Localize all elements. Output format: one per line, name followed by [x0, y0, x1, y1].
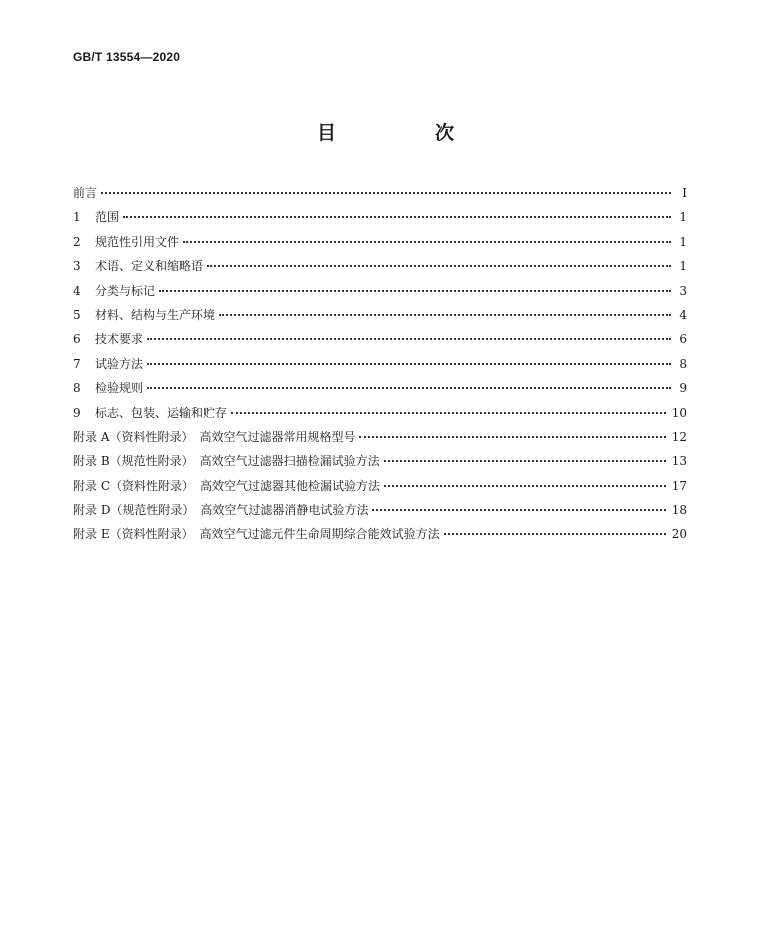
- toc-page: 18: [671, 503, 687, 518]
- toc-entry-5[interactable]: [73, 306, 687, 330]
- toc-entry-appendix-d[interactable]: [73, 501, 687, 525]
- toc-page: 6: [679, 332, 687, 347]
- dot-leader: [183, 237, 671, 243]
- toc-entry-appendix-e[interactable]: [73, 525, 687, 549]
- toc-page: 8: [679, 356, 687, 371]
- toc-entry-4[interactable]: [73, 282, 687, 306]
- toc-label: 范围: [95, 210, 120, 225]
- toc-page: 3: [679, 283, 687, 298]
- toc-entry-8[interactable]: [73, 379, 687, 403]
- toc-number: 8: [73, 381, 81, 396]
- dot-leader: [147, 383, 671, 389]
- toc-entry-6[interactable]: [73, 330, 687, 354]
- toc-label: 试验方法: [95, 356, 144, 371]
- dot-leader: [231, 408, 666, 414]
- toc-entry-9[interactable]: [73, 404, 687, 428]
- toc-label: 分类与标记: [95, 283, 156, 298]
- toc-label: 前言: [73, 186, 98, 200]
- dot-leader: [207, 261, 671, 267]
- page-title: 目 次: [316, 122, 494, 144]
- toc-entry-1[interactable]: [73, 208, 687, 232]
- table-of-contents: [73, 184, 687, 550]
- toc-page: 10: [671, 405, 687, 420]
- toc-label: 附录 B（规范性附录） 高效空气过滤器扫描检漏试验方法: [73, 454, 380, 469]
- toc-label: 附录 A（资料性附录） 高效空气过滤器常用规格型号: [73, 429, 356, 444]
- toc-number: 9: [73, 405, 81, 420]
- toc-label: 材料、结构与生产环境: [95, 307, 216, 322]
- toc-page: 17: [671, 478, 687, 493]
- toc-label: 技术要求: [95, 332, 144, 347]
- toc-page: 20: [671, 527, 687, 542]
- dot-leader: [384, 481, 666, 487]
- dot-leader: [219, 310, 671, 316]
- toc-entry-appendix-c[interactable]: [73, 477, 687, 501]
- toc-page: 13: [671, 454, 687, 469]
- toc-entry-appendix-b[interactable]: [73, 452, 687, 476]
- toc-number: 1: [73, 210, 81, 225]
- dot-leader: [384, 456, 666, 462]
- toc-entry-appendix-a[interactable]: [73, 428, 687, 452]
- toc-number: 6: [73, 332, 81, 347]
- dot-leader: [444, 529, 666, 535]
- dot-leader: [147, 359, 671, 365]
- toc-page: 1: [679, 234, 687, 249]
- toc-label: 附录 D（规范性附录） 高效空气过滤器消静电试验方法: [73, 503, 369, 518]
- toc-number: 2: [73, 234, 81, 249]
- toc-number: 4: [73, 283, 81, 298]
- toc-label: 检验规则: [95, 381, 144, 396]
- toc-page: 4: [679, 307, 687, 322]
- toc-page: 12: [671, 429, 687, 444]
- toc-label: 规范性引用文件: [95, 234, 180, 249]
- toc-number: 3: [73, 259, 81, 274]
- standard-code: GB/T 13554—2020: [73, 50, 181, 64]
- toc-number: 7: [73, 356, 81, 371]
- toc-page: 9: [679, 381, 687, 396]
- dot-leader: [147, 334, 671, 340]
- dot-leader: [101, 188, 671, 194]
- toc-entry-2[interactable]: [73, 233, 687, 257]
- dot-leader: [359, 432, 665, 438]
- dot-leader: [159, 286, 671, 292]
- toc-page: 1: [679, 210, 687, 225]
- toc-page: Ⅰ: [682, 186, 687, 200]
- toc-label: 标志、包装、运输和贮存: [95, 405, 228, 420]
- toc-entry-3[interactable]: [73, 257, 687, 281]
- toc-label: 附录 C（资料性附录） 高效空气过滤器其他检漏试验方法: [73, 478, 380, 493]
- toc-label: 附录 E（资料性附录） 高效空气过滤元件生命周期综合能效试验方法: [73, 527, 440, 542]
- toc-page: 1: [679, 259, 687, 274]
- dot-leader: [372, 505, 665, 511]
- toc-entry-7[interactable]: [73, 355, 687, 379]
- dot-leader: [123, 212, 671, 218]
- toc-label: 术语、定义和缩略语: [95, 259, 204, 274]
- toc-entry-foreword[interactable]: [73, 184, 687, 208]
- toc-number: 5: [73, 307, 81, 322]
